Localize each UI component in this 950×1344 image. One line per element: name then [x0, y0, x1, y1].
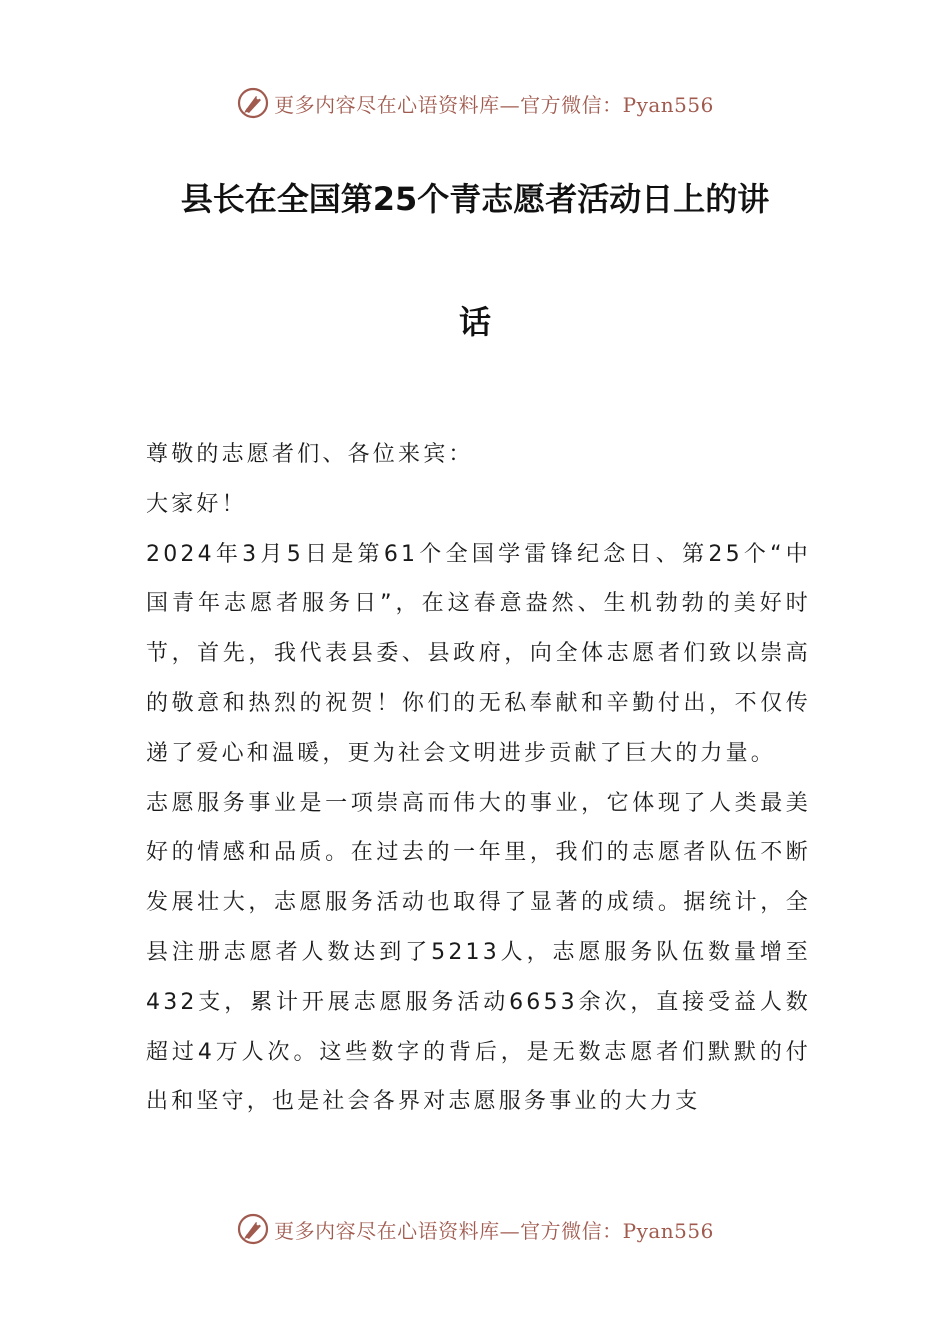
document-title-line-2: 话	[458, 303, 491, 341]
pen-nib-circle-icon	[236, 1212, 270, 1246]
footer-watermark	[0, 1209, 950, 1249]
document-title-line-1: 县长在全国第25个青志愿者活动日上的讲	[180, 180, 770, 218]
watermark-text: 更多内容尽在心语资料库—官方微信：Pyan556	[274, 1218, 714, 1243]
document-body	[146, 430, 811, 1127]
paragraph-1: 2024年3月5日是第61个全国学雷锋纪念日、第25个“中国青年志愿者服务日”，在这春意盎然、生机勃勃的美好时节，首先，我代表县委、县政府，向全体志愿者们致以崇高的敬意和热烈的祝贺！你们的无私奉献和辛勤付出，不仅传递了爱心和温暖，更为社会文明进步贡献了巨大的力量。	[146, 541, 811, 766]
header-watermark	[0, 83, 950, 123]
watermark-text: 更多内容尽在心语资料库—官方微信：Pyan556	[274, 92, 714, 117]
pen-nib-circle-icon	[236, 86, 270, 120]
paragraph-2: 志愿服务事业是一项崇高而伟大的事业，它体现了人类最美好的情感和品质。在过去的一年里，我们的志愿者队伍不断发展壮大，志愿服务活动也取得了显著的成绩。据统计，全县注册志愿者人数达到了5213人，志愿服务队伍数量增至432支，累计开展志愿服务活动6653余次，直接受益人数超过4万人次。这些数字的背后，是无数志愿者们默默的付出和坚守，也是社会各界对志愿服务事业的大力支	[146, 790, 811, 1115]
salutation: 尊敬的志愿者们、各位来宾：	[146, 442, 474, 467]
greeting: 大家好！	[146, 491, 247, 517]
